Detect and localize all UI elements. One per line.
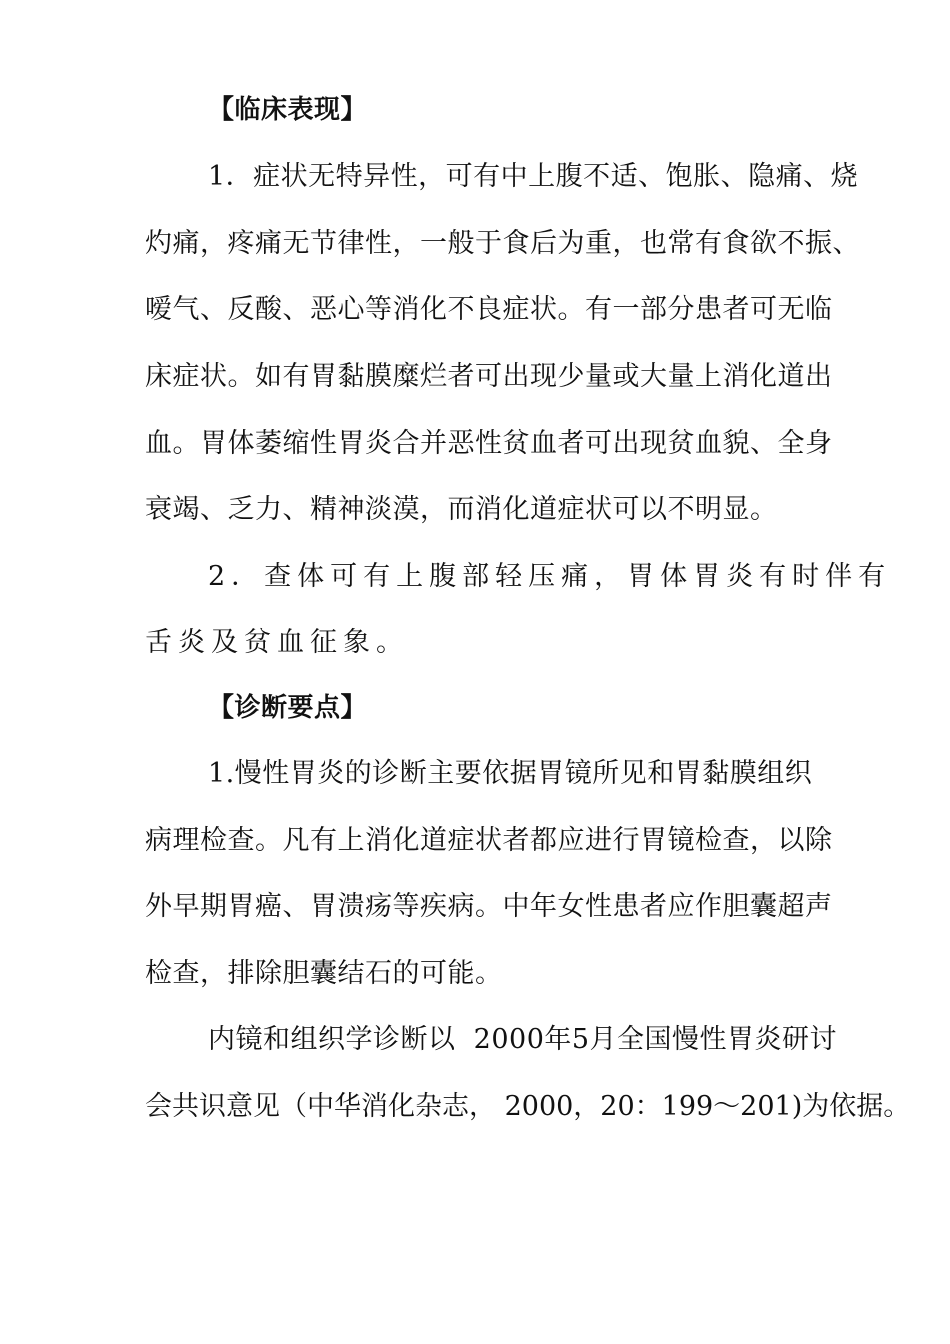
paragraph-line: 血。胃体萎缩性胃炎合并恶性贫血者可出现贫血貌、全身 <box>145 428 833 459</box>
paragraph-line: 外早期胃癌、胃溃疡等疾病。中年女性患者应作胆囊超声 <box>145 891 833 922</box>
paragraph-line: 2．查体可有上腹部轻压痛，胃体胃炎有时伴有 <box>208 561 892 592</box>
paragraph-line: 衰竭、乏力、精神淡漠，而消化道症状可以不明显。 <box>145 494 778 525</box>
paragraph-line: 床症状。如有胃黏膜糜烂者可出现少量或大量上消化道出 <box>145 361 833 392</box>
paragraph-line: 病理检查。凡有上消化道症状者都应进行胃镜检查，以除 <box>145 825 833 856</box>
paragraph-line: 灼痛，疼痛无节律性，一般于食后为重，也常有食欲不振、 <box>145 228 860 259</box>
section-heading-diagnostic-points: 【诊断要点】 <box>208 693 368 723</box>
paragraph-line: 舌炎及贫血征象。 <box>145 627 409 658</box>
paragraph-line: 会共识意见（中华消化杂志， 2000，20：199～201)为依据。 <box>145 1091 911 1122</box>
paragraph-line: 内镜和组织学诊断以 2000年5月全国慢性胃炎研讨 <box>208 1024 838 1055</box>
paragraph-line: 1.慢性胃炎的诊断主要依据胃镜所见和胃黏膜组织 <box>208 758 813 789</box>
section-heading-clinical-manifestations: 【临床表现】 <box>208 95 368 125</box>
paragraph-line: 1．症状无特异性，可有中上腹不适、饱胀、隐痛、烧 <box>208 161 859 192</box>
paragraph-line: 嗳气、反酸、恶心等消化不良症状。有一部分患者可无临 <box>145 294 833 325</box>
paragraph-line: 检查，排除胆囊结石的可能。 <box>145 958 503 989</box>
